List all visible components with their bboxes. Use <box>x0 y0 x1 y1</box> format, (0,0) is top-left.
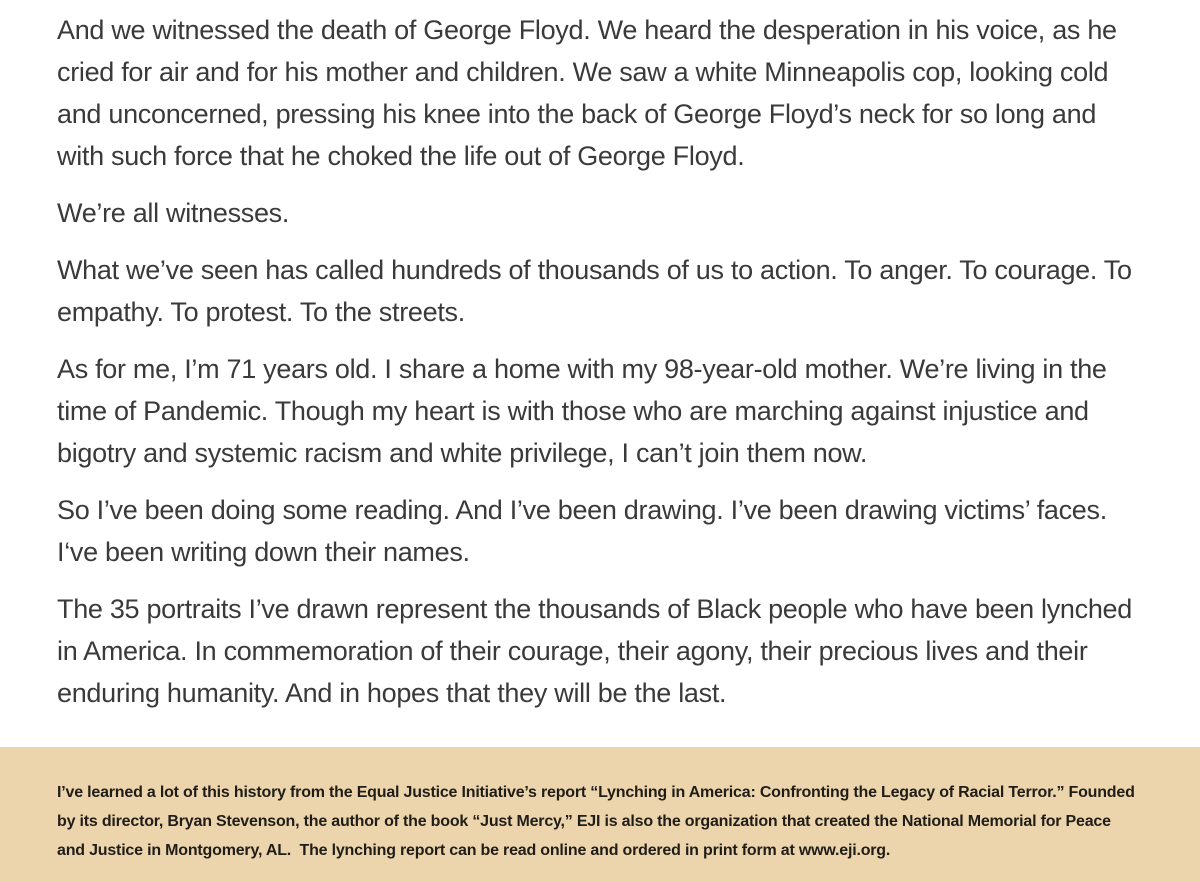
footnote-text: I’ve learned a lot of this history from the Equal Justice Initiative’s report “Lynching in America: Confronting the Legacy of Racial Terror.” Founded by its director, Bryan Stevenson, the author of the book “Just Mercy,” EJI is also the organization that created the National Memorial for Peace and Justice in Montgomery, AL. The lynching report can be read online and ordered in print form at www.eji.org. <box>57 784 1139 859</box>
paragraph: The 35 portraits I’ve drawn represent the thousands of Black people who have been lynched in America. In commemoration of their courage, their agony, their precious lives and their enduring humanity. And in hopes that they will be the last. <box>57 594 1132 708</box>
footnote-bar <box>0 747 1200 882</box>
paragraph: So I’ve been doing some reading. And I’ve been drawing. I’ve been drawing victims’ faces. I‘ve been writing down their names. <box>57 495 1107 567</box>
paragraph: What we’ve seen has called hundreds of thousands of us to action. To anger. To courage. To empathy. To protest. To the streets. <box>57 255 1132 327</box>
paragraph: As for me, I’m 71 years old. I share a home with my 98-year-old mother. We’re living in the time of Pandemic. Though my heart is with those who are marching against injustice and bigotry and systemic racism and white privilege, I can’t join them now. <box>57 354 1107 468</box>
paragraph: We’re all witnesses. <box>57 198 290 228</box>
paragraph: And we witnessed the death of George Floyd. We heard the desperation in his voice, as he cried for air and for his mother and children. We saw a white Minneapolis cop, looking cold and unconcerned, pressing his knee into the back of George Floyd’s neck for so long and with such force that he choked the life out of George Floyd. <box>57 15 1117 171</box>
